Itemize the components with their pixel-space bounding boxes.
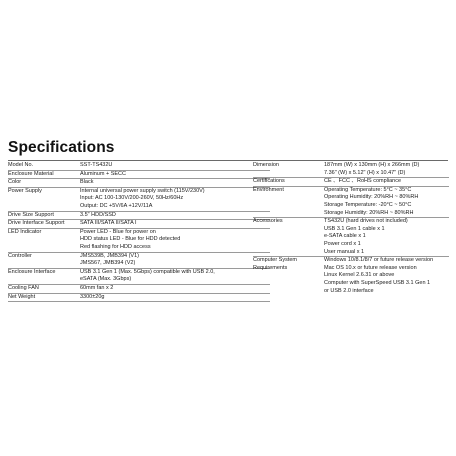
spec-value: Mac OS 10.x or future release version [324, 264, 417, 271]
spec-value: Storage Humidity: 20%RH ~ 80%RH [324, 209, 414, 216]
spec-value: or USB 2.0 interface [324, 287, 374, 294]
spec-label: LED Indicator [8, 228, 42, 235]
spec-label: Environment [253, 186, 284, 193]
spec-value: 3.5" HDD/SSD [80, 211, 116, 218]
spec-label: Color [8, 179, 22, 186]
spec-row-system-requirements [253, 257, 449, 295]
spec-value: Input: AC 100-130V/200-260V, 50Hz/60Hz [80, 195, 184, 202]
spec-label: Model No. [8, 162, 34, 168]
spec-label: Cooling FAN [8, 284, 39, 291]
spec-row-power-supply [8, 188, 270, 212]
spec-value: USB 3.1 Gen 1 cable x 1 [324, 225, 385, 232]
spec-label: Enclosure Interface [8, 268, 56, 275]
spec-row-dimension [253, 162, 449, 178]
spec-value: HDD status LED - Blue for HDD detected [80, 236, 181, 243]
spec-value: Internal universal power supply switch (115V/230V) [80, 187, 205, 194]
spec-label: Certifications [253, 178, 285, 185]
spec-value: Output: DC +5V/6A +12V/11A [80, 202, 153, 209]
spec-label: Enclosure Material [8, 170, 54, 177]
spec-row-certifications [253, 178, 449, 187]
spec-value: 7.36" (W) x 5.12" (H) x 10.47" (D) [324, 169, 406, 176]
spec-value: Red flashing for HDD access [80, 243, 151, 250]
spec-value: 187mm (W) x 130mm (H) x 266mm (D) [324, 162, 420, 168]
spec-value: Operating Temperature: 5°C ~ 35°C [324, 186, 412, 193]
spec-label: Controller [8, 252, 32, 259]
title-divider [8, 160, 448, 161]
spec-value: JMS539B, JMB394 (V1) [80, 252, 139, 259]
spec-label: Drive Size Support [8, 211, 54, 218]
spec-label: Dimension [253, 162, 279, 168]
spec-label: Net Weight [8, 293, 36, 300]
spec-row-drive-interface [8, 220, 270, 229]
spec-row-led [8, 229, 270, 253]
spec-value: USB 3.1 Gen 1 (Max. 5Gbps) compatible with USB 2.0, [80, 268, 215, 275]
spec-value: Windows 10/8.1/8/7 or future release version [324, 257, 434, 264]
spec-row-controller [8, 253, 270, 269]
spec-value: Black [80, 179, 94, 186]
spec-table-left [8, 162, 270, 302]
spec-value: SST-TS432U [80, 162, 113, 168]
spec-value: 60mm fan x 2 [80, 284, 114, 291]
spec-value: CE 、FCC 、RoHS compliance [324, 178, 402, 185]
spec-row-environment [253, 187, 449, 218]
spec-value: SATA III/SATA II/SATA I [80, 220, 137, 227]
spec-value: e-SATA cable x 1 [324, 233, 366, 240]
spec-value: TS432U (hard drives not included) [324, 218, 408, 225]
spec-value: 3300±20g [80, 293, 105, 300]
spec-value: Aluminum + SECC [80, 170, 127, 177]
spec-label: Power Supply [8, 187, 42, 194]
spec-value: Computer with SuperSpeed USB 3.1 Gen 1 [324, 279, 431, 286]
spec-row-model [8, 162, 270, 171]
spec-row-color [8, 179, 270, 188]
spec-value: Power cord x 1 [324, 240, 361, 247]
spec-value: JMS567, JMB394 (V2) [80, 260, 136, 267]
spec-table-right [253, 162, 449, 295]
page-title: Specifications [8, 139, 115, 156]
spec-value: Power LED - Blue for power on [80, 228, 156, 235]
spec-value: Operating Humidity: 20%RH ~ 80%RH [324, 194, 419, 201]
spec-row-drive-size [8, 212, 270, 221]
spec-label-line: Computer System [253, 257, 298, 264]
spec-row-cooling-fan [8, 285, 270, 294]
spec-row-material [8, 171, 270, 180]
spec-row-enclosure-interface [8, 269, 270, 285]
spec-row-accessories [253, 218, 449, 257]
spec-label: Accessories [253, 218, 283, 225]
spec-row-net-weight [8, 294, 270, 303]
spec-label-line: Requirements [253, 264, 288, 271]
spec-value: eSATA (Max. 3Gbps) [80, 276, 132, 283]
spec-value: Storage Temperature: -20°C ~ 50°C [324, 201, 412, 208]
spec-label [253, 257, 324, 295]
spec-value: Linux Kernel 2.6.31 or above [324, 272, 395, 279]
spec-label: Drive Interface Support [8, 220, 65, 227]
spec-value: User manual x 1 [324, 248, 365, 255]
